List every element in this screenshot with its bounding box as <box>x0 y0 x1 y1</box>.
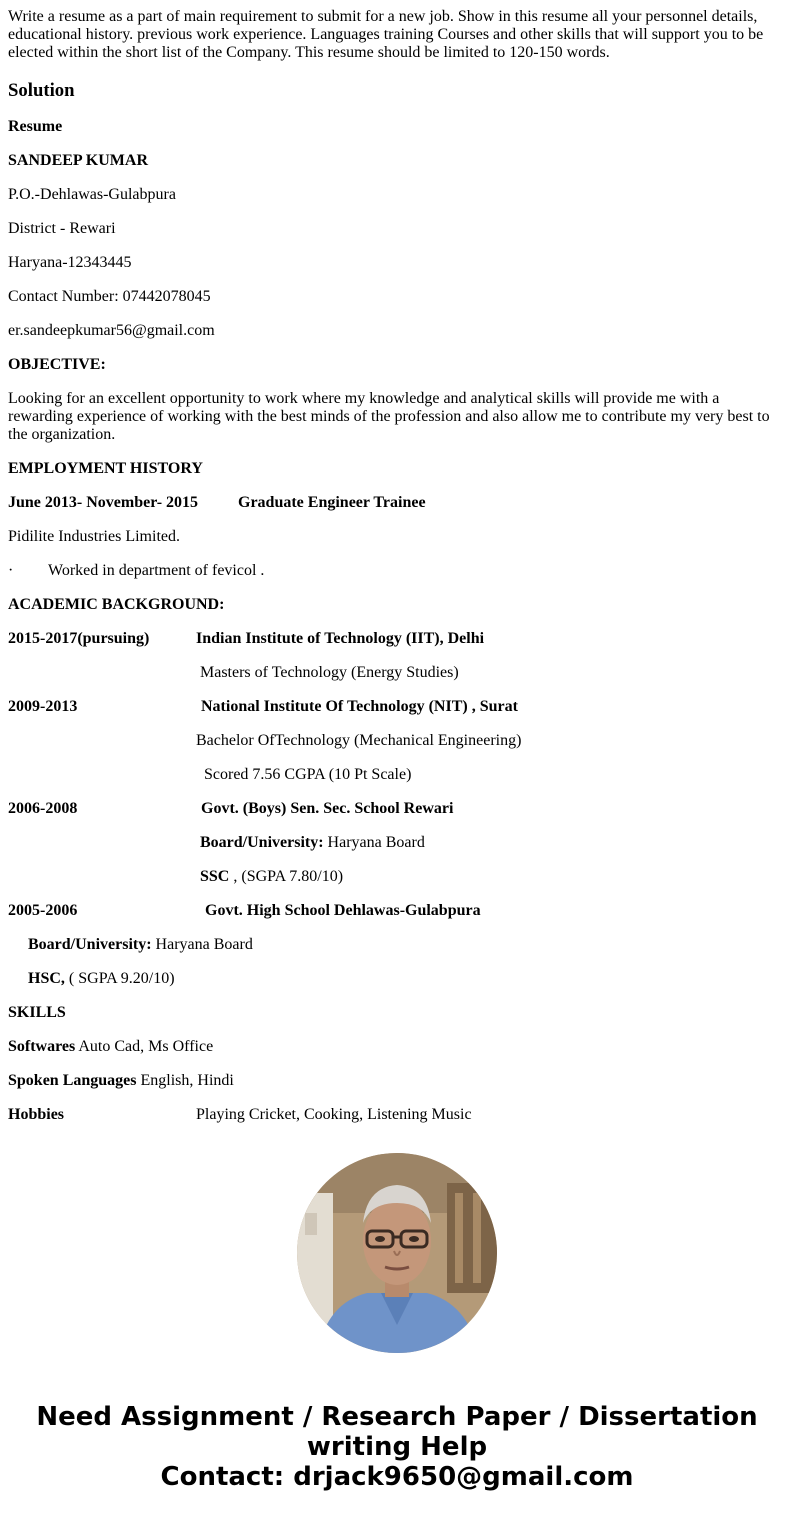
skill-value: English, Hindi <box>136 1072 234 1089</box>
grade-value: ( SGPA 9.20/10) <box>64 970 175 987</box>
author-avatar <box>297 1153 497 1353</box>
contact-number: Contact Number: 07442078045 <box>8 288 211 305</box>
board-value: Haryana Board <box>323 834 425 851</box>
academic-years: 2015-2017(pursuing) <box>8 630 150 647</box>
academic-grade <box>8 868 786 886</box>
skill-value: Playing Cricket, Cooking, Listening Music <box>196 1106 472 1123</box>
academic-degree: Bachelor OfTechnology (Mechanical Engineering) <box>196 732 522 749</box>
grade-label: HSC, <box>28 970 65 987</box>
bullet-text: Worked in department of fevicol . <box>48 562 265 579</box>
academic-years: 2005-2006 <box>8 902 78 919</box>
academic-score: Scored 7.56 CGPA (10 Pt Scale) <box>204 766 412 783</box>
academic-board <box>8 834 786 852</box>
skill-label: Spoken Languages <box>8 1072 137 1089</box>
academic-entry-sen-sec <box>8 800 786 818</box>
objective-heading: OBJECTIVE: <box>8 356 106 373</box>
skill-label: Hobbies <box>8 1106 65 1123</box>
academic-heading: ACADEMIC BACKGROUND: <box>8 596 225 613</box>
skills-heading: SKILLS <box>8 1004 66 1021</box>
employment-period: June 2013- November- 2015 <box>8 494 199 511</box>
address-line-1: P.O.-Dehlawas-Gulabpura <box>8 186 176 203</box>
question-text: Write a resume as a part of main requirement to submit for a new job. Show in this resume all your personnel details, educational history. previous work experience. Languages training Courses and other skills that will support you to be elected within the short list of the Company. This resume should be limited to 120-150 words. <box>8 8 764 61</box>
employment-entry <box>8 494 786 512</box>
academic-years: 2006-2008 <box>8 800 78 817</box>
footer-line-1: Need Assignment / Research Paper / Dissertation <box>36 1402 758 1432</box>
employment-company: Pidilite Industries Limited. <box>8 528 180 545</box>
grade-label: SSC <box>200 868 230 885</box>
employment-heading: EMPLOYMENT HISTORY <box>8 460 203 477</box>
avatar-portrait <box>297 1153 497 1353</box>
grade-value: , (SGPA 7.80/10) <box>229 868 344 885</box>
academic-entry-iit <box>8 630 786 648</box>
skill-languages <box>8 1072 786 1090</box>
board-label: Board/University: <box>200 834 324 851</box>
academic-institution: Indian Institute of Technology (IIT), Delhi <box>196 630 485 647</box>
address-line-2: District - Rewari <box>8 220 116 237</box>
bullet-symbol: · <box>8 562 14 579</box>
academic-institution: Govt. (Boys) Sen. Sec. School Rewari <box>201 800 454 817</box>
document-body <box>8 8 786 1123</box>
applicant-name: SANDEEP KUMAR <box>8 152 149 169</box>
board-value: Haryana Board <box>151 936 253 953</box>
skill-value: Auto Cad, Ms Office <box>75 1038 214 1055</box>
skill-label: Softwares <box>8 1038 76 1055</box>
objective-text: Looking for an excellent opportunity to work where my knowledge and analytical skills will provide me with a rewarding experience of working with the best minds of the profession and also allow me to contribute my very best to the organization. <box>8 390 770 443</box>
board-label: Board/University: <box>28 936 152 953</box>
academic-institution: Govt. High School Dehlawas-Gulabpura <box>205 902 481 919</box>
skill-softwares <box>8 1038 786 1056</box>
employment-bullet <box>8 562 786 580</box>
solution-heading: Solution <box>8 80 75 101</box>
skill-hobbies <box>8 1106 786 1123</box>
academic-degree: Masters of Technology (Energy Studies) <box>200 664 459 681</box>
academic-entry-high-school <box>8 902 786 920</box>
academic-grade <box>8 970 786 988</box>
academic-institution: National Institute Of Technology (NIT) , Surat <box>201 698 518 715</box>
address-line-3: Haryana-12343445 <box>8 254 132 271</box>
academic-board <box>8 936 786 954</box>
academic-entry-nit <box>8 698 786 716</box>
footer-contact: Contact: drjack9650@gmail.com <box>160 1462 634 1492</box>
footer-line-2: writing Help <box>306 1432 488 1462</box>
footer-promo <box>0 1402 794 1492</box>
email-address: er.sandeepkumar56@gmail.com <box>8 322 215 339</box>
resume-label: Resume <box>8 118 63 135</box>
employment-role: Graduate Engineer Trainee <box>238 494 426 511</box>
academic-years: 2009-2013 <box>8 698 78 715</box>
